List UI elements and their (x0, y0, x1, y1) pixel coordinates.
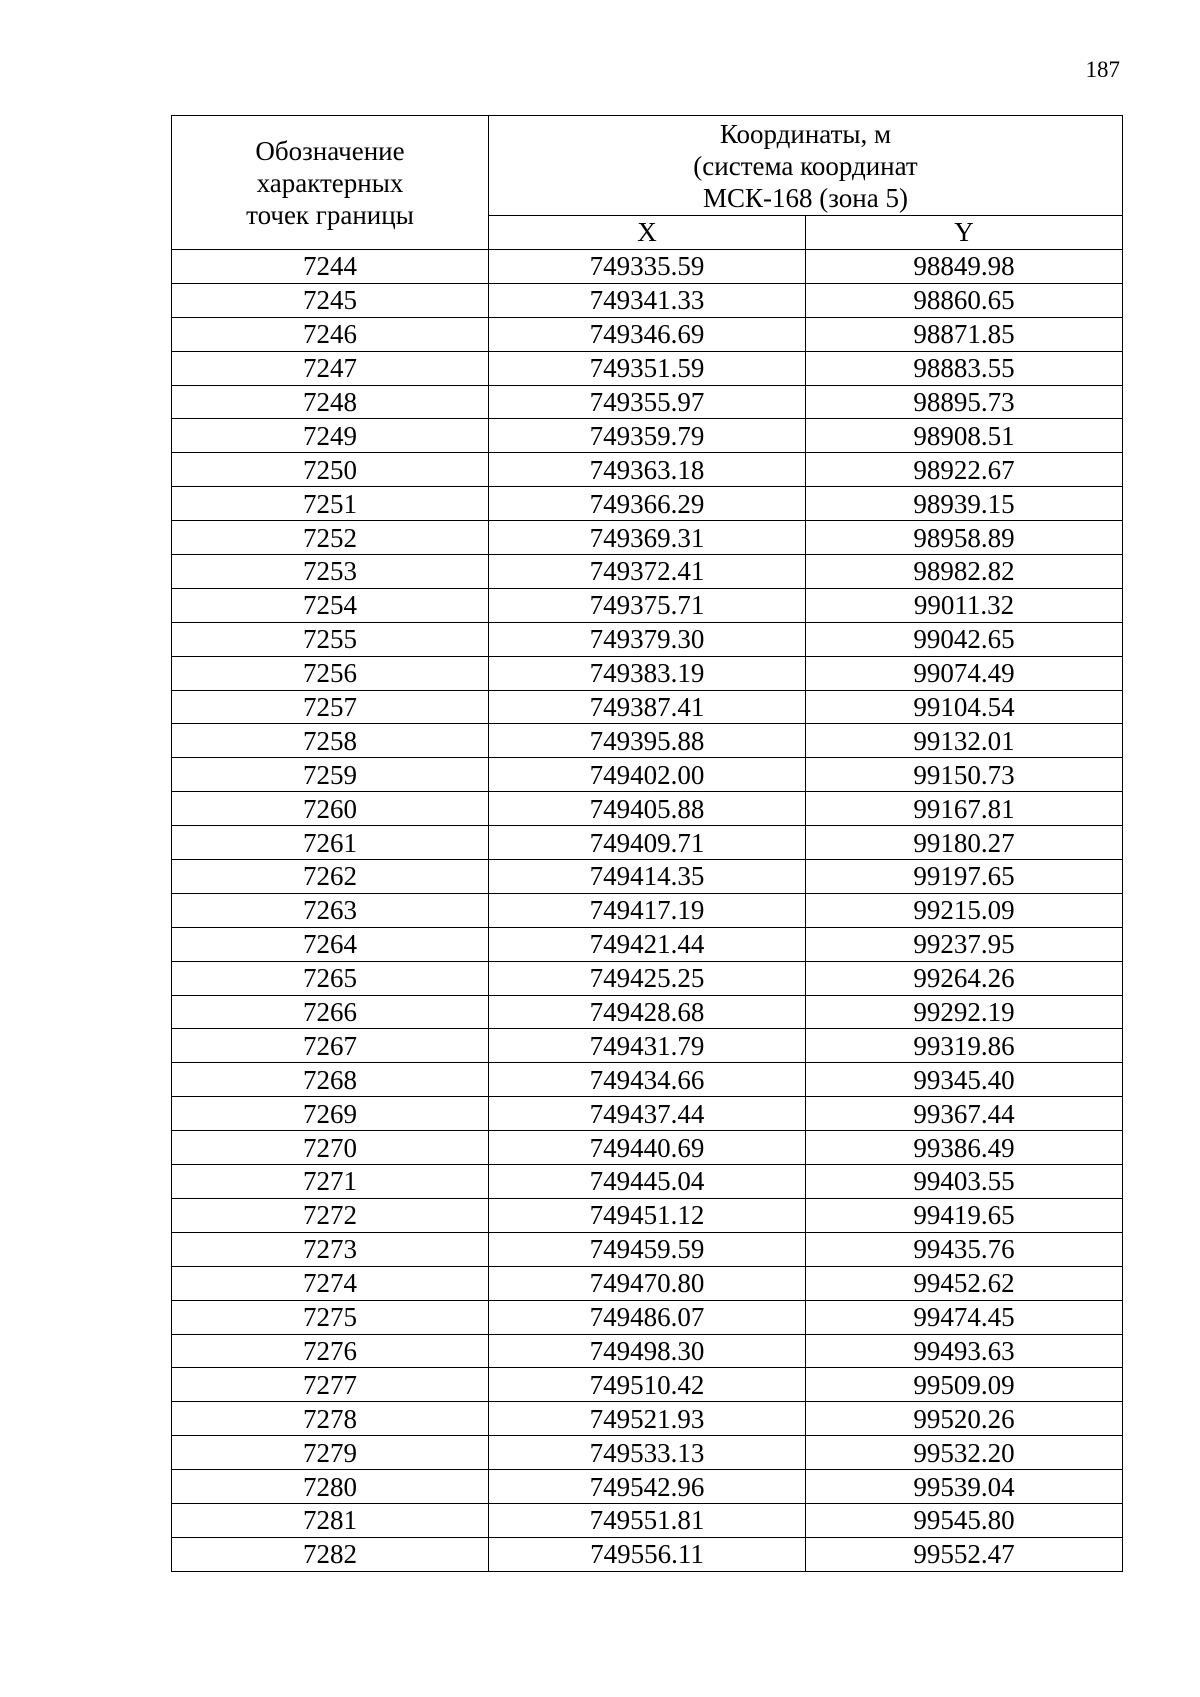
y-cell: 99150.73 (806, 758, 1123, 792)
point-cell: 7263 (172, 893, 489, 927)
point-cell: 7258 (172, 724, 489, 758)
y-cell: 99545.80 (806, 1503, 1123, 1537)
table-row (172, 995, 1123, 1029)
x-cell: 749363.18 (489, 453, 806, 487)
x-cell: 749355.97 (489, 385, 806, 419)
table-row (172, 351, 1123, 385)
table-row (172, 250, 1123, 284)
x-cell: 749417.19 (489, 893, 806, 927)
x-cell: 749431.79 (489, 1029, 806, 1063)
y-cell: 99552.47 (806, 1537, 1123, 1571)
table-row (172, 1131, 1123, 1165)
point-cell: 7247 (172, 351, 489, 385)
point-cell: 7280 (172, 1470, 489, 1504)
table-row (172, 893, 1123, 927)
table-row (172, 317, 1123, 351)
x-cell: 749533.13 (489, 1436, 806, 1470)
x-cell: 749434.66 (489, 1063, 806, 1097)
y-cell: 99197.65 (806, 860, 1123, 894)
x-cell: 749351.59 (489, 351, 806, 385)
point-cell: 7282 (172, 1537, 489, 1571)
table-row (172, 555, 1123, 589)
point-cell: 7261 (172, 826, 489, 860)
y-cell: 99474.45 (806, 1300, 1123, 1334)
table-row (172, 453, 1123, 487)
y-cell: 98860.65 (806, 283, 1123, 317)
table-row (172, 1503, 1123, 1537)
point-cell: 7266 (172, 995, 489, 1029)
point-cell: 7281 (172, 1503, 489, 1537)
y-cell: 98958.89 (806, 521, 1123, 555)
header-point-designation (172, 116, 489, 250)
y-cell: 99292.19 (806, 995, 1123, 1029)
table-row (172, 1368, 1123, 1402)
x-cell: 749428.68 (489, 995, 806, 1029)
point-cell: 7269 (172, 1097, 489, 1131)
point-cell: 7248 (172, 385, 489, 419)
x-cell: 749451.12 (489, 1198, 806, 1232)
y-cell: 98895.73 (806, 385, 1123, 419)
x-cell: 749498.30 (489, 1334, 806, 1368)
x-cell: 749556.11 (489, 1537, 806, 1571)
x-cell: 749372.41 (489, 555, 806, 589)
x-cell: 749445.04 (489, 1165, 806, 1199)
y-cell: 98871.85 (806, 317, 1123, 351)
table-row (172, 1402, 1123, 1436)
x-cell: 749402.00 (489, 758, 806, 792)
y-cell: 99264.26 (806, 961, 1123, 995)
y-cell: 99345.40 (806, 1063, 1123, 1097)
x-cell: 749459.59 (489, 1232, 806, 1266)
x-cell: 749335.59 (489, 250, 806, 284)
y-cell: 99237.95 (806, 927, 1123, 961)
table-row (172, 283, 1123, 317)
table-row (172, 1300, 1123, 1334)
y-cell: 99435.76 (806, 1232, 1123, 1266)
y-cell: 98982.82 (806, 555, 1123, 589)
x-cell: 749521.93 (489, 1402, 806, 1436)
header-y: Y (806, 216, 1123, 250)
y-cell: 99419.65 (806, 1198, 1123, 1232)
x-cell: 749369.31 (489, 521, 806, 555)
table-row (172, 1097, 1123, 1131)
x-cell: 749375.71 (489, 588, 806, 622)
table-row (172, 792, 1123, 826)
point-cell: 7272 (172, 1198, 489, 1232)
y-cell: 98849.98 (806, 250, 1123, 284)
point-cell: 7276 (172, 1334, 489, 1368)
point-cell: 7271 (172, 1165, 489, 1199)
point-cell: 7244 (172, 250, 489, 284)
y-cell: 99493.63 (806, 1334, 1123, 1368)
header-x: X (489, 216, 806, 250)
point-cell: 7253 (172, 555, 489, 589)
table-row (172, 690, 1123, 724)
point-cell: 7254 (172, 588, 489, 622)
point-cell: 7270 (172, 1131, 489, 1165)
y-cell: 99509.09 (806, 1368, 1123, 1402)
point-cell: 7262 (172, 860, 489, 894)
table-row (172, 487, 1123, 521)
point-cell: 7255 (172, 622, 489, 656)
y-cell: 99452.62 (806, 1266, 1123, 1300)
x-cell: 749341.33 (489, 283, 806, 317)
y-cell: 99180.27 (806, 826, 1123, 860)
y-cell: 99104.54 (806, 690, 1123, 724)
y-cell: 99167.81 (806, 792, 1123, 826)
x-cell: 749440.69 (489, 1131, 806, 1165)
table-row (172, 961, 1123, 995)
table-row (172, 1232, 1123, 1266)
y-cell: 99386.49 (806, 1131, 1123, 1165)
point-cell: 7278 (172, 1402, 489, 1436)
table-row (172, 1436, 1123, 1470)
table-row (172, 758, 1123, 792)
table-row (172, 1266, 1123, 1300)
table-row (172, 1537, 1123, 1571)
point-cell: 7277 (172, 1368, 489, 1402)
x-cell: 749346.69 (489, 317, 806, 351)
x-cell: 749470.80 (489, 1266, 806, 1300)
point-cell: 7274 (172, 1266, 489, 1300)
header-point-line-1: Обозначение (255, 135, 405, 166)
header-point-line-2: характерных (256, 167, 404, 198)
x-cell: 749421.44 (489, 927, 806, 961)
y-cell: 99215.09 (806, 893, 1123, 927)
table-header (172, 116, 1123, 250)
page-number: 187 (1085, 57, 1120, 82)
x-cell: 749383.19 (489, 656, 806, 690)
point-cell: 7257 (172, 690, 489, 724)
table-row (172, 860, 1123, 894)
point-cell: 7252 (172, 521, 489, 555)
table-row (172, 521, 1123, 555)
x-cell: 749366.29 (489, 487, 806, 521)
x-cell: 749425.25 (489, 961, 806, 995)
table-row (172, 1470, 1123, 1504)
header-coords-line-2: (система координат (693, 150, 918, 181)
table-row (172, 656, 1123, 690)
y-cell: 98922.67 (806, 453, 1123, 487)
table-row (172, 588, 1123, 622)
point-cell: 7246 (172, 317, 489, 351)
x-cell: 749379.30 (489, 622, 806, 656)
table-row (172, 1063, 1123, 1097)
x-cell: 749542.96 (489, 1470, 806, 1504)
header-point-line-3: точек границы (246, 199, 414, 230)
header-coords-line-1: Координаты, м (719, 118, 892, 149)
y-cell: 99132.01 (806, 724, 1123, 758)
y-cell: 98908.51 (806, 419, 1123, 453)
y-cell: 99539.04 (806, 1470, 1123, 1504)
y-cell: 99011.32 (806, 588, 1123, 622)
table-row (172, 419, 1123, 453)
table-body (172, 250, 1123, 1572)
header-coordinates-group (489, 116, 1123, 216)
x-cell: 749395.88 (489, 724, 806, 758)
table-row (172, 826, 1123, 860)
y-cell: 98883.55 (806, 351, 1123, 385)
x-cell: 749437.44 (489, 1097, 806, 1131)
y-cell: 99532.20 (806, 1436, 1123, 1470)
table-row (172, 622, 1123, 656)
x-cell: 749409.71 (489, 826, 806, 860)
y-cell: 99042.65 (806, 622, 1123, 656)
table-row (172, 1165, 1123, 1199)
x-cell: 749551.81 (489, 1503, 806, 1537)
table-row (172, 1334, 1123, 1368)
y-cell: 99074.49 (806, 656, 1123, 690)
x-cell: 749405.88 (489, 792, 806, 826)
y-cell: 99403.55 (806, 1165, 1123, 1199)
x-cell: 749359.79 (489, 419, 806, 453)
point-cell: 7260 (172, 792, 489, 826)
table-row (172, 1029, 1123, 1063)
point-cell: 7268 (172, 1063, 489, 1097)
x-cell: 749387.41 (489, 690, 806, 724)
x-cell: 749510.42 (489, 1368, 806, 1402)
point-cell: 7256 (172, 656, 489, 690)
point-cell: 7249 (172, 419, 489, 453)
point-cell: 7273 (172, 1232, 489, 1266)
x-cell: 749486.07 (489, 1300, 806, 1334)
y-cell: 98939.15 (806, 487, 1123, 521)
header-coords-line-3: МСК-168 (зона 5) (703, 182, 908, 213)
point-cell: 7245 (172, 283, 489, 317)
table-row (172, 724, 1123, 758)
point-cell: 7250 (172, 453, 489, 487)
coordinates-table (171, 115, 1123, 1572)
table-row (172, 385, 1123, 419)
point-cell: 7275 (172, 1300, 489, 1334)
x-cell: 749414.35 (489, 860, 806, 894)
table-row (172, 927, 1123, 961)
point-cell: 7259 (172, 758, 489, 792)
point-cell: 7265 (172, 961, 489, 995)
y-cell: 99367.44 (806, 1097, 1123, 1131)
point-cell: 7267 (172, 1029, 489, 1063)
y-cell: 99520.26 (806, 1402, 1123, 1436)
point-cell: 7264 (172, 927, 489, 961)
y-cell: 99319.86 (806, 1029, 1123, 1063)
point-cell: 7251 (172, 487, 489, 521)
point-cell: 7279 (172, 1436, 489, 1470)
table-row (172, 1198, 1123, 1232)
